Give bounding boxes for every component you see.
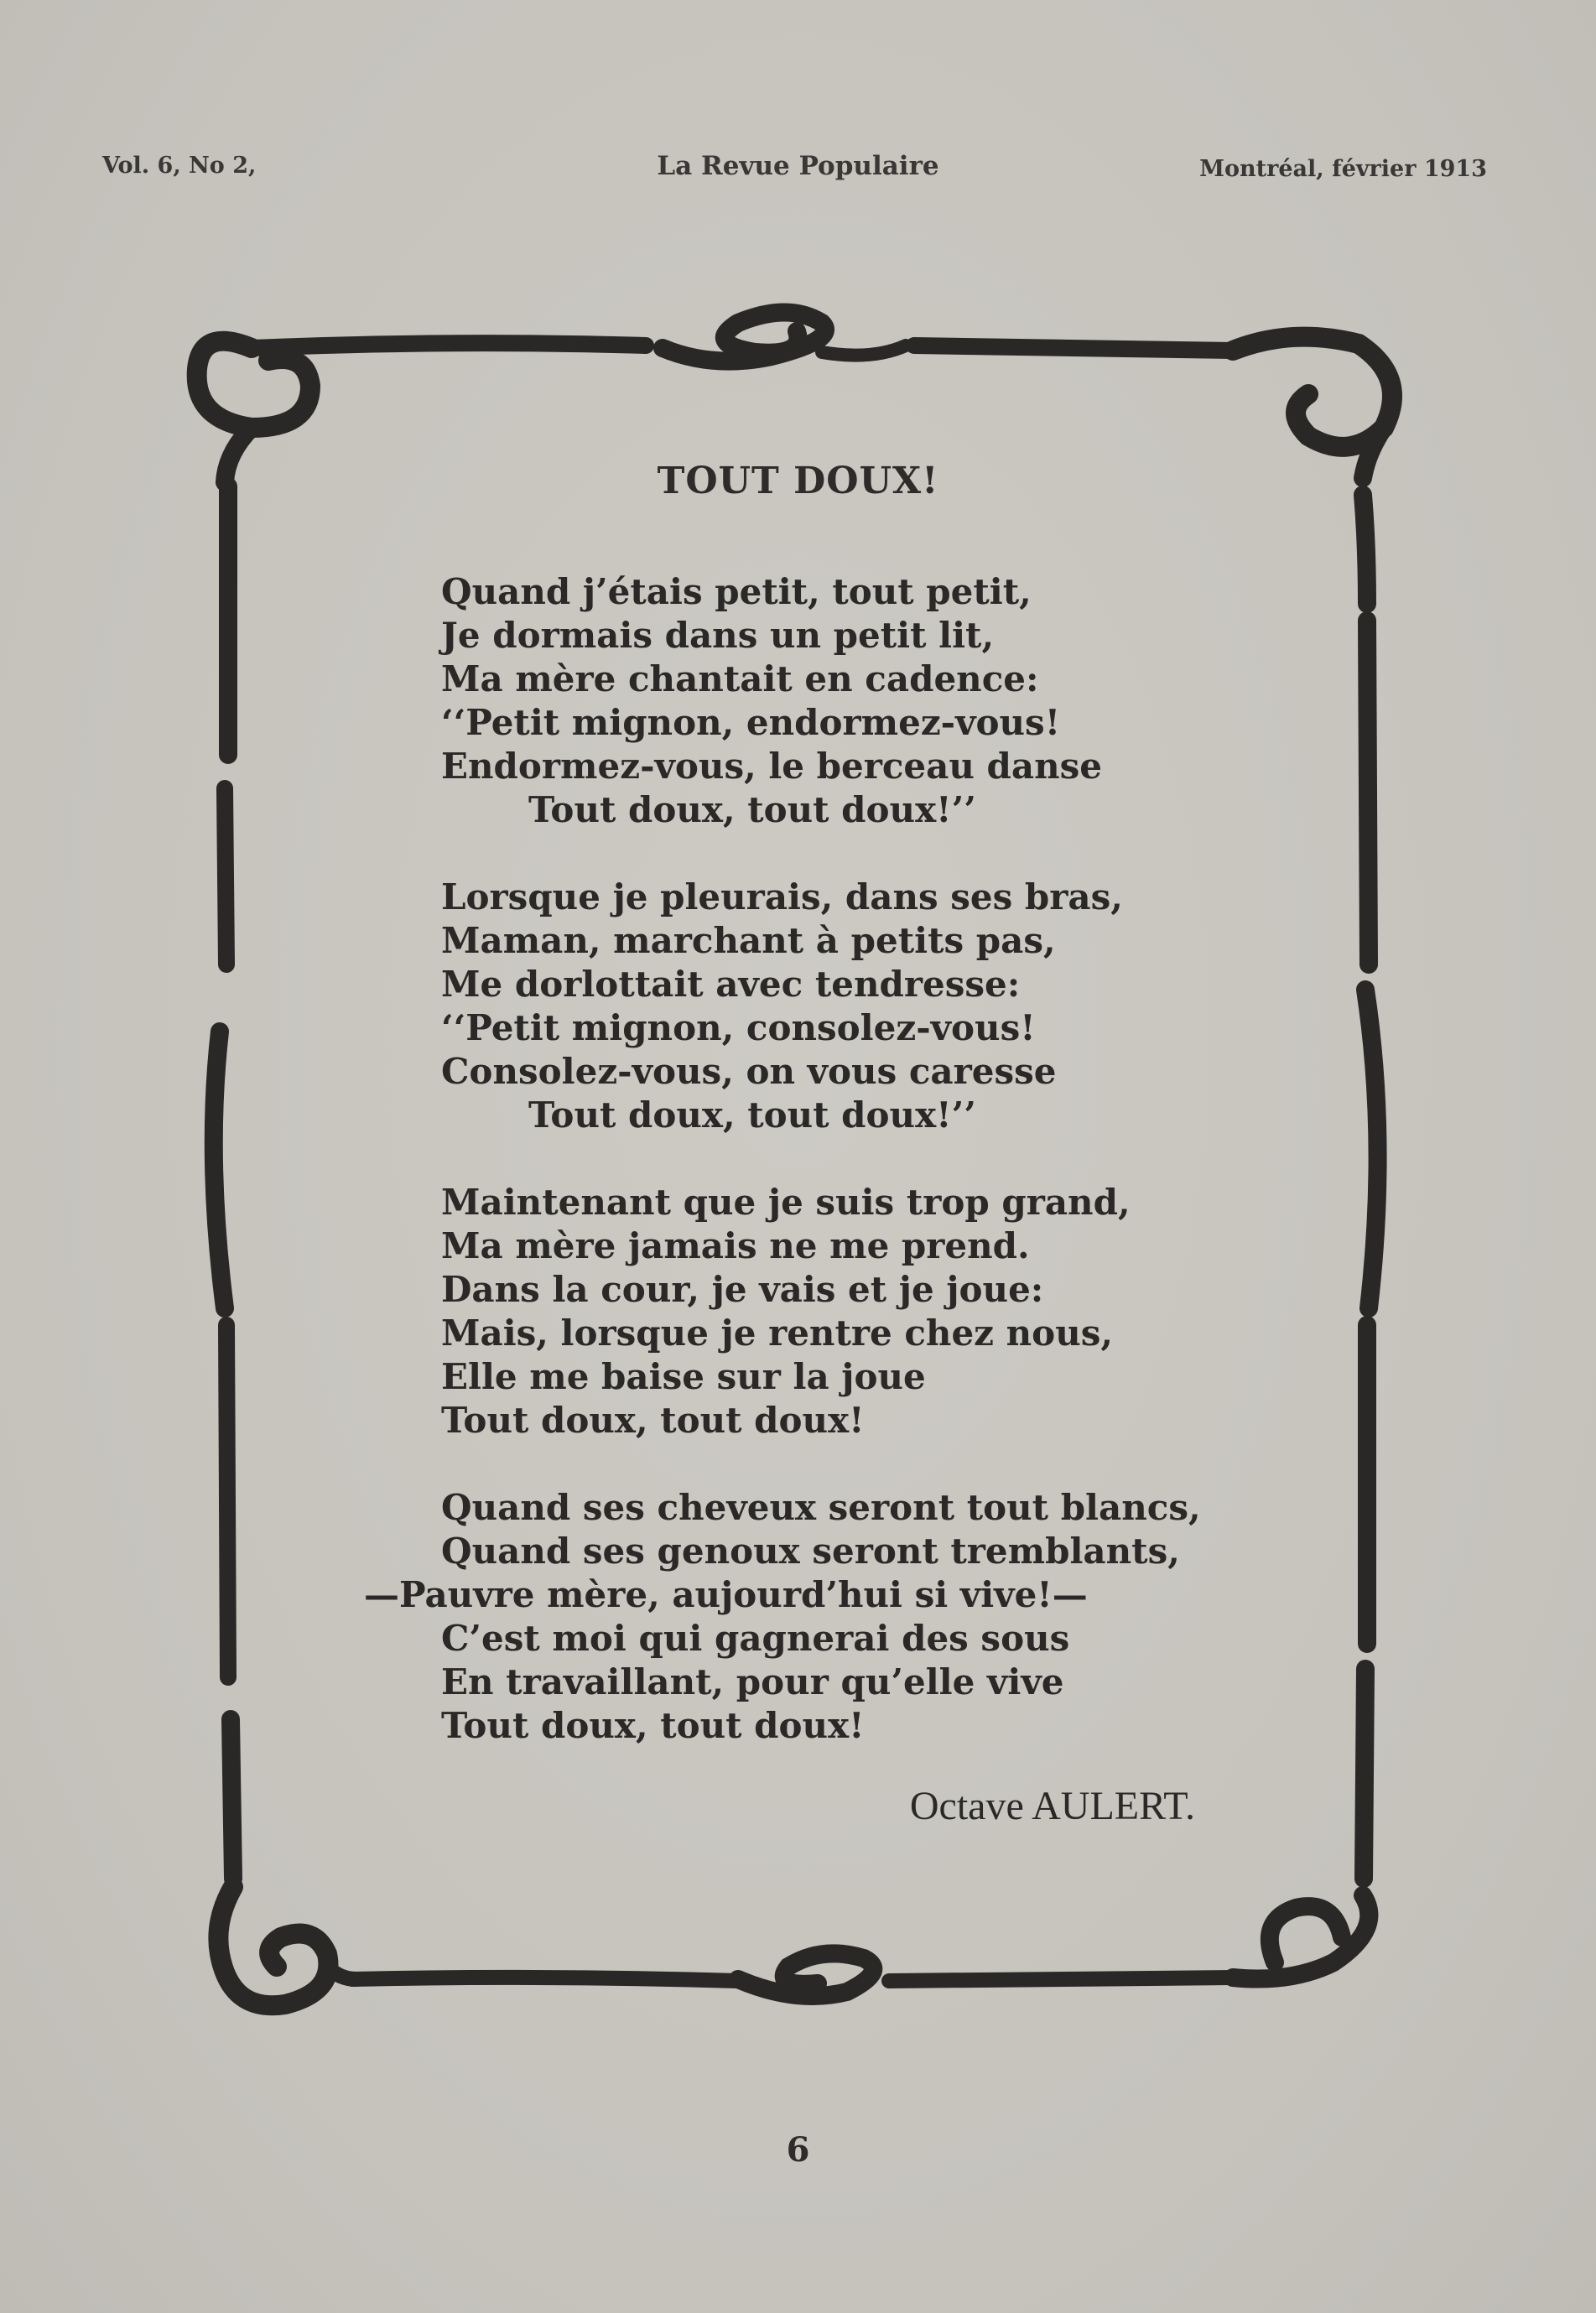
publication-date: Montréal, février 1913 <box>1199 156 1487 182</box>
poem-line: Ma mère jamais ne me prend. <box>441 1225 1030 1266</box>
poem-line: Quand ses genoux seront tremblants, <box>441 1531 1180 1572</box>
stanza-1 <box>441 570 1201 832</box>
stanza-4 <box>364 1486 1201 1748</box>
poem-line: —Pauvre mère, aujourd’hui si vive!— <box>364 1574 1088 1615</box>
poem-line: Consolez-vous, on vous caresse <box>441 1051 1057 1092</box>
poem-line: Me dorlottait avec tendresse: <box>441 964 1021 1005</box>
publication-title: La Revue Populaire <box>657 151 939 181</box>
page-number: 6 <box>786 2130 810 2170</box>
poem-title: TOUT DOUX! <box>657 460 939 502</box>
poem-line: Quand j’étais petit, tout petit, <box>441 571 1032 612</box>
poem-line: Quand ses cheveux seront tout blancs, <box>441 1487 1201 1528</box>
poem-line: En travaillant, pour qu’elle vive <box>441 1661 1064 1702</box>
poem-line: C’est moi qui gagnerai des sous <box>441 1618 1070 1659</box>
stanza-3 <box>441 1181 1201 1442</box>
author-signature: Octave AULERT. <box>909 1784 1195 1828</box>
poem-line: Dans la cour, je vais et je joue: <box>441 1269 1044 1310</box>
volume-issue: Vol. 6, No 2, <box>102 153 257 179</box>
poem-line: Maman, marchant à petits pas, <box>441 920 1056 961</box>
poem-line: Je dormais dans un petit lit, <box>441 615 995 656</box>
poem-line: Maintenant que je suis trop grand, <box>441 1182 1131 1223</box>
poem-line: Tout doux, tout doux!’’ <box>528 1094 976 1136</box>
stanza-2 <box>441 876 1201 1137</box>
poem-line: Tout doux, tout doux! <box>441 1705 865 1746</box>
poem-line: Tout doux, tout doux!’’ <box>528 789 976 830</box>
poem-line: Ma mère chantait en cadence: <box>441 658 1039 699</box>
poem-body <box>364 570 1201 1791</box>
poem-line: Lorsque je pleurais, dans ses bras, <box>441 876 1123 917</box>
poem-line: Mais, lorsque je rentre chez nous, <box>441 1312 1113 1354</box>
poem-line: ‘‘Petit mignon, endormez-vous! <box>441 702 1061 743</box>
poem-line: Endormez-vous, le berceau danse <box>441 746 1103 787</box>
poem-line: Tout doux, tout doux! <box>441 1400 865 1441</box>
poem-line: Elle me baise sur la joue <box>441 1356 926 1397</box>
poem-line: ‘‘Petit mignon, consolez-vous! <box>441 1007 1036 1048</box>
